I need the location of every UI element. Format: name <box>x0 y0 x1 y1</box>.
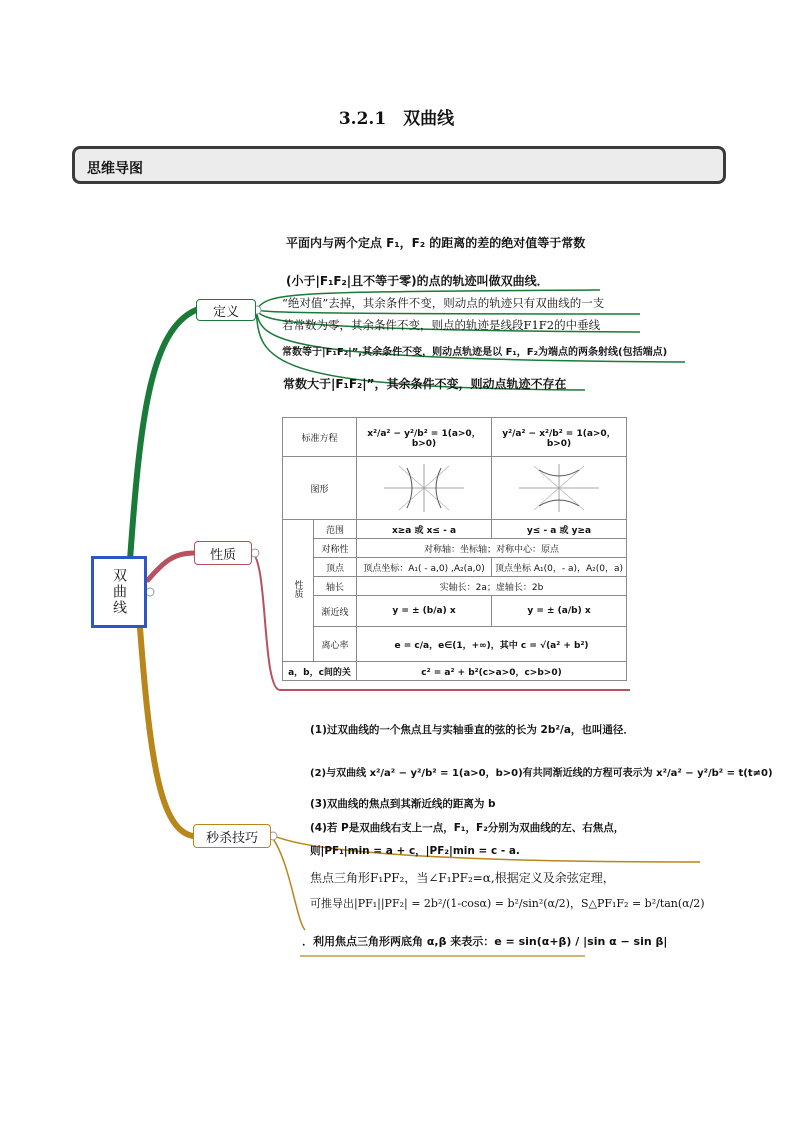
branch-line-tips <box>140 628 193 836</box>
symmetry-value: 对称轴：坐标轴；对称中心：原点 <box>357 539 627 558</box>
asymptote-2: y = ± (a/b) x <box>492 596 627 627</box>
table-row <box>283 418 627 457</box>
figure-vertical <box>492 457 627 520</box>
symmetry-label: 对称性 <box>314 539 357 558</box>
vertex-label: 顶点 <box>314 558 357 577</box>
definition-line-2: (小于|F₁F₂|且不等于零)的点的轨迹叫做双曲线． <box>286 274 549 288</box>
abc-label: a，b，c间的关 <box>283 662 357 681</box>
section-banner-label: 思维导图 <box>87 161 143 177</box>
range-1: x≥a 或 x≤ - a <box>357 520 492 539</box>
tip-line-1: (1)过双曲线的一个焦点且与实轴垂直的弦的长为 2b²/a，也叫通径． <box>310 724 634 736</box>
tip-line-6: 焦点三角形F₁PF₂，当∠F₁PF₂=α,根据定义及余弦定理， <box>310 871 615 885</box>
vertex-2: 顶点坐标 A₁(0，- a)，A₂(0，a) <box>492 558 627 577</box>
definition-line-5: 常数等于|F₁F₂|”,其余条件不变，则动点轨迹是以 F₁，F₂为端点的两条射线(包括端点) <box>282 347 668 358</box>
branch-line-definition <box>130 310 196 560</box>
abc-value: c² = a² + b²(c>a>0，c>b>0) <box>357 662 627 681</box>
tip-line-5: 则|PF₁|min = a + c，|PF₂|min = c - a. <box>310 845 520 857</box>
std-eq-label: 标准方程 <box>283 418 357 457</box>
axis-label: 轴长 <box>314 577 357 596</box>
figure-horizontal <box>357 457 492 520</box>
range-2: y≤ - a 或 y≥a <box>492 520 627 539</box>
table-row <box>283 558 627 577</box>
table-row <box>283 520 627 539</box>
tip-line-7: 可推导出|PF₁||PF₂| = 2b²/(1-cosα) = b²/sin²(α/2)，S△PF₁F₂ = b²/tan(α/2) <box>310 897 705 910</box>
vertex-1: 顶点坐标：A₁( - a,0) ,A₂(a,0) <box>357 558 492 577</box>
tip-line-3: (3)双曲线的焦点到其渐近线的距离为 b <box>310 798 496 810</box>
table-row <box>283 539 627 558</box>
definition-line-3: “绝对值”去掉，其余条件不变，则动点的轨迹只有双曲线的一支 <box>282 296 605 310</box>
hyperbola-vertical-figure <box>514 462 604 514</box>
table-row <box>283 457 627 520</box>
node-definition: 定义 <box>196 299 256 321</box>
group-label: 性质 <box>283 520 314 662</box>
table-row <box>283 627 627 662</box>
tip-line-8: ．利用焦点三角形两底角 α,β 来表示：e = sin(α+β) / |sin α − sin β| <box>302 935 668 948</box>
tip-line-4: (4)若 P是双曲线右支上一点，F₁，F₂分别为双曲线的左、右焦点， <box>310 822 625 834</box>
node-properties: 性质 <box>194 541 252 565</box>
table-row <box>283 596 627 627</box>
root-label: 双曲线 <box>111 568 127 616</box>
figure-label: 图形 <box>283 457 357 520</box>
table-row <box>283 662 627 681</box>
ecc-value: e = c/a，e∈(1，+∞)，其中 c = √(a² + b²) <box>357 627 627 662</box>
node-tips: 秒杀技巧 <box>193 824 271 848</box>
hyperbola-horizontal-figure <box>379 462 469 514</box>
page-title: 3.2.1 双曲线 <box>338 109 455 129</box>
range-label: 范围 <box>314 520 357 539</box>
ecc-label: 离心率 <box>314 627 357 662</box>
std-eq-2: y²/a² − x²/b² = 1(a>0，b>0) <box>492 418 627 457</box>
asymptote-1: y = ± (b/a) x <box>357 596 492 627</box>
definition-line-4: 若常数为零，其余条件不变，则点的轨迹是线段F1F2的中垂线 <box>282 318 601 332</box>
definition-line-1: 平面内与两个定点 F₁，F₂ 的距离的差的绝对值等于常数 <box>286 236 586 250</box>
root-node <box>91 556 147 628</box>
properties-table <box>282 417 627 681</box>
table-row <box>283 577 627 596</box>
std-eq-1: x²/a² − y²/b² = 1(a>0，b>0) <box>357 418 492 457</box>
axis-value: 实轴长：2a；虚轴长：2b <box>357 577 627 596</box>
asymptote-label: 渐近线 <box>314 596 357 627</box>
branch-line-properties <box>148 553 194 580</box>
tip-line-2: (2)与双曲线 x²/a² − y²/b² = 1(a>0，b>0)有共同渐近线的方程可表示为 x²/a² − y²/b² = t(t≠0) <box>310 768 773 779</box>
definition-line-6: 常数大于|F₁F₂|”，其余条件不变，则动点轨迹不存在 <box>283 377 567 391</box>
